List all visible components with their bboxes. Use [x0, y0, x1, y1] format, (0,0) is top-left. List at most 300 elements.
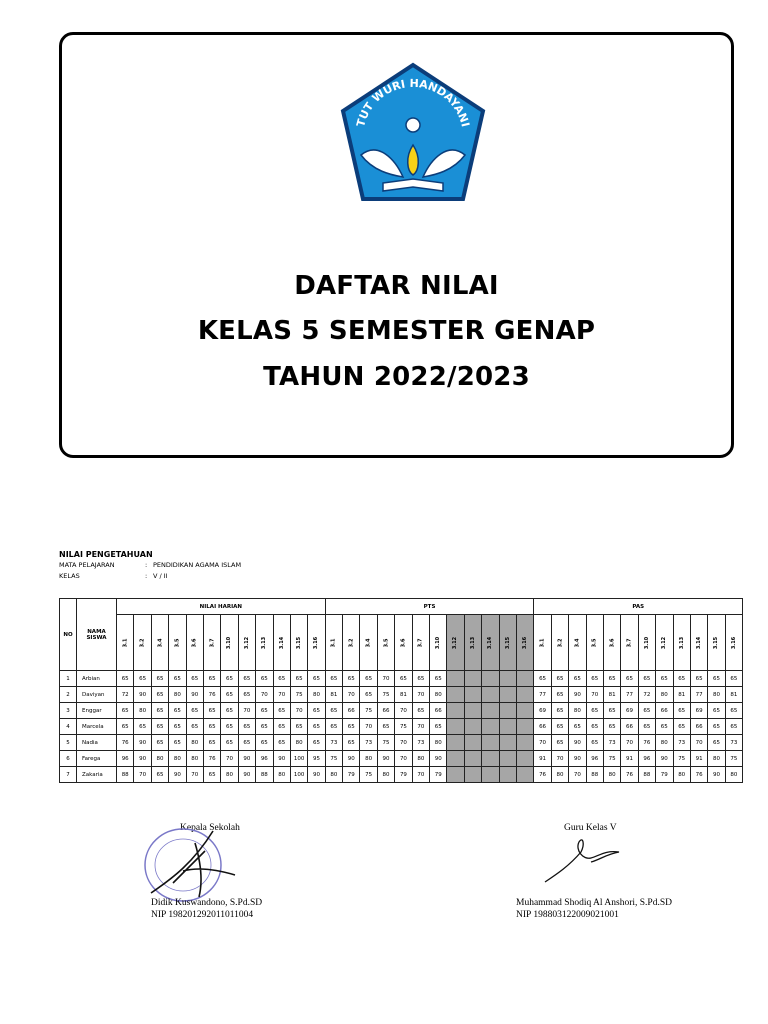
- table-cell: Arbian: [77, 671, 117, 687]
- table-cell: 90: [343, 751, 360, 767]
- table-cell: 65: [569, 671, 586, 687]
- table-cell: [516, 687, 533, 703]
- table-cell: 65: [256, 671, 273, 687]
- subheader-code-label: 3.4: [574, 638, 581, 647]
- subheader-code-label: 3.2: [556, 638, 563, 647]
- table-cell: 79: [395, 767, 412, 783]
- table-cell: 65: [151, 671, 168, 687]
- table-cell: 65: [325, 719, 342, 735]
- table-cell: 80: [273, 767, 290, 783]
- table-cell: 65: [186, 703, 203, 719]
- table-cell: 65: [169, 735, 186, 751]
- table-cell: [516, 703, 533, 719]
- table-cell: 69: [534, 703, 551, 719]
- table-cell: [447, 671, 464, 687]
- class-row: [59, 571, 241, 582]
- table-cell: 70: [134, 767, 151, 783]
- table-cell: 90: [169, 767, 186, 783]
- table-cell: 76: [203, 751, 220, 767]
- subheader-code: [290, 615, 307, 671]
- table-cell: 91: [690, 751, 707, 767]
- table-cell: 65: [603, 719, 620, 735]
- table-cell: 70: [186, 767, 203, 783]
- table-cell: 65: [725, 703, 742, 719]
- table-cell: 70: [412, 719, 429, 735]
- table-cell: 80: [134, 703, 151, 719]
- table-cell: [464, 671, 481, 687]
- subheader-code-label: 3.1: [330, 638, 337, 647]
- table-cell: [516, 735, 533, 751]
- table-cell: 65: [256, 703, 273, 719]
- table-row: [60, 751, 743, 767]
- subject-row: [59, 560, 241, 571]
- table-cell: 73: [412, 735, 429, 751]
- table-cell: 80: [603, 767, 620, 783]
- table-cell: 65: [203, 719, 220, 735]
- teacher-title: Guru Kelas V: [564, 823, 617, 833]
- table-cell: 65: [151, 767, 168, 783]
- table-cell: 75: [360, 703, 377, 719]
- table-row: [60, 671, 743, 687]
- table-cell: 65: [412, 703, 429, 719]
- table-cell: 70: [569, 767, 586, 783]
- svg-text:TUT WURI HANDAYANI: TUT WURI HANDAYANI: [354, 76, 472, 129]
- table-cell: 65: [117, 719, 134, 735]
- subheader-code: [534, 615, 551, 671]
- subheader-code-label: 3.1: [122, 638, 129, 647]
- table-cell: 65: [117, 703, 134, 719]
- table-cell: 75: [360, 767, 377, 783]
- table-cell: 81: [395, 687, 412, 703]
- table-cell: 65: [151, 735, 168, 751]
- table-cell: 80: [430, 735, 447, 751]
- table-cell: [499, 751, 516, 767]
- table-cell: 90: [569, 735, 586, 751]
- subheader-code: [551, 615, 568, 671]
- subheader-code: [377, 615, 394, 671]
- table-cell: 80: [169, 687, 186, 703]
- table-cell: 65: [673, 703, 690, 719]
- teacher-nip: NIP 198803122009021001: [516, 910, 619, 920]
- table-cell: Enggar: [77, 703, 117, 719]
- table-cell: 65: [551, 735, 568, 751]
- table-cell: 70: [690, 735, 707, 751]
- table-cell: 70: [221, 751, 238, 767]
- subheader-code-label: 3.5: [174, 638, 181, 647]
- subheader-code: [151, 615, 168, 671]
- subheader-code: [621, 615, 638, 671]
- subheader-code-label: 3.15: [713, 636, 720, 649]
- table-cell: 65: [169, 719, 186, 735]
- table-cell: 65: [238, 687, 255, 703]
- table-cell: 65: [151, 687, 168, 703]
- header-no: NO: [60, 599, 77, 671]
- table-cell: 79: [430, 767, 447, 783]
- table-cell: 80: [656, 735, 673, 751]
- table-cell: 77: [621, 687, 638, 703]
- table-cell: 65: [360, 687, 377, 703]
- table-cell: 70: [412, 687, 429, 703]
- table-cell: 65: [343, 719, 360, 735]
- subheader-code-label: 3.16: [730, 636, 737, 649]
- table-cell: 77: [690, 687, 707, 703]
- table-cell: 76: [621, 767, 638, 783]
- table-row: [60, 735, 743, 751]
- table-cell: 65: [534, 671, 551, 687]
- table-cell: 5: [60, 735, 77, 751]
- table-cell: 65: [273, 671, 290, 687]
- table-cell: 65: [325, 703, 342, 719]
- subheader-code-label: 3.14: [487, 636, 494, 649]
- table-cell: [464, 751, 481, 767]
- table-cell: 65: [273, 703, 290, 719]
- table-cell: 81: [725, 687, 742, 703]
- subheader-code: [603, 615, 620, 671]
- table-cell: 65: [186, 671, 203, 687]
- table-cell: 90: [308, 767, 325, 783]
- table-cell: 65: [169, 703, 186, 719]
- subheader-code: [725, 615, 742, 671]
- table-cell: 66: [343, 703, 360, 719]
- table-cell: 100: [290, 751, 307, 767]
- table-cell: 80: [377, 767, 394, 783]
- subheader-code: [343, 615, 360, 671]
- table-cell: 90: [377, 751, 394, 767]
- subheader-code: [516, 615, 533, 671]
- table-cell: Daviyan: [77, 687, 117, 703]
- table-cell: 70: [586, 687, 603, 703]
- table-cell: 65: [203, 735, 220, 751]
- subheader-code: [221, 615, 238, 671]
- colon: :: [145, 561, 148, 569]
- subheader-code: [395, 615, 412, 671]
- title-line-3: TAHUN 2022/2023: [263, 362, 530, 392]
- table-cell: [482, 687, 499, 703]
- table-cell: 76: [638, 735, 655, 751]
- table-cell: 65: [708, 703, 725, 719]
- table-cell: 65: [603, 671, 620, 687]
- table-cell: 66: [690, 719, 707, 735]
- table-cell: 75: [673, 751, 690, 767]
- table-cell: [499, 703, 516, 719]
- table-cell: 70: [290, 703, 307, 719]
- table-cell: 65: [238, 671, 255, 687]
- table-cell: 65: [603, 703, 620, 719]
- table-cell: 65: [308, 703, 325, 719]
- table-cell: Farega: [77, 751, 117, 767]
- table-cell: 2: [60, 687, 77, 703]
- table-cell: Zakaria: [77, 767, 117, 783]
- subheader-code: [186, 615, 203, 671]
- header-pas: PAS: [534, 599, 743, 615]
- subheader-code-label: 3.12: [661, 636, 668, 649]
- cover-frame: [59, 32, 734, 458]
- table-cell: 65: [290, 719, 307, 735]
- table-cell: 65: [656, 671, 673, 687]
- table-cell: 96: [256, 751, 273, 767]
- subheader-code: [673, 615, 690, 671]
- subheader-code-label: 3.10: [226, 636, 233, 649]
- table-cell: [447, 719, 464, 735]
- class-value: V / II: [153, 572, 168, 580]
- tut-wuri-handayani-logo: [333, 59, 493, 219]
- table-cell: 80: [656, 687, 673, 703]
- header-nilai-harian: NILAI HARIAN: [117, 599, 326, 615]
- subheader-code-label: 3.6: [609, 638, 616, 647]
- subheader-code: [203, 615, 220, 671]
- table-cell: 81: [603, 687, 620, 703]
- table-row: [60, 703, 743, 719]
- table-row: [60, 767, 743, 783]
- table-cell: 76: [203, 687, 220, 703]
- table-cell: 69: [621, 703, 638, 719]
- subheader-code-label: 3.7: [417, 638, 424, 647]
- group-header-row: [60, 599, 743, 615]
- subheader-code-label: 3.10: [435, 636, 442, 649]
- subheader-code: [708, 615, 725, 671]
- table-cell: 65: [273, 735, 290, 751]
- table-cell: 7: [60, 767, 77, 783]
- subheader-code: [656, 615, 673, 671]
- table-cell: 90: [186, 687, 203, 703]
- table-cell: 65: [238, 735, 255, 751]
- table-cell: 90: [238, 767, 255, 783]
- table-cell: 96: [586, 751, 603, 767]
- table-cell: 70: [551, 751, 568, 767]
- table-cell: 65: [569, 719, 586, 735]
- table-cell: 72: [638, 687, 655, 703]
- table-cell: 65: [621, 671, 638, 687]
- table-cell: 91: [534, 751, 551, 767]
- table-cell: 65: [273, 719, 290, 735]
- subheader-code: [238, 615, 255, 671]
- grades-body: [60, 671, 743, 783]
- table-cell: 80: [673, 767, 690, 783]
- table-cell: 91: [621, 751, 638, 767]
- subheader-code-label: 3.15: [504, 636, 511, 649]
- table-cell: 65: [725, 671, 742, 687]
- table-cell: 65: [638, 719, 655, 735]
- table-cell: [499, 671, 516, 687]
- table-cell: 4: [60, 719, 77, 735]
- subheader-code-label: 3.12: [452, 636, 459, 649]
- table-cell: [482, 671, 499, 687]
- principal-signature-block: [151, 897, 262, 921]
- table-cell: 80: [308, 687, 325, 703]
- table-cell: 65: [638, 671, 655, 687]
- table-cell: 66: [534, 719, 551, 735]
- subheader-code-label: 3.16: [313, 636, 320, 649]
- subheader-code: [412, 615, 429, 671]
- subheader-code-label: 3.13: [678, 636, 685, 649]
- table-cell: 80: [186, 735, 203, 751]
- title-line-1: DAFTAR NILAI: [294, 271, 499, 301]
- subheader-code-label: 3.12: [243, 636, 250, 649]
- table-cell: 65: [134, 719, 151, 735]
- table-cell: 69: [690, 703, 707, 719]
- table-cell: 70: [238, 703, 255, 719]
- table-cell: 88: [638, 767, 655, 783]
- table-cell: [516, 671, 533, 687]
- table-cell: [447, 751, 464, 767]
- table-cell: 6: [60, 751, 77, 767]
- table-cell: 65: [169, 671, 186, 687]
- table-cell: 80: [360, 751, 377, 767]
- subheader-code: [447, 615, 464, 671]
- table-cell: [447, 767, 464, 783]
- table-cell: 90: [134, 735, 151, 751]
- table-cell: 65: [186, 719, 203, 735]
- table-cell: 90: [273, 751, 290, 767]
- table-cell: [499, 735, 516, 751]
- subheader-code-label: 3.2: [139, 638, 146, 647]
- table-cell: 90: [238, 751, 255, 767]
- table-cell: 77: [534, 687, 551, 703]
- subheader-row: [60, 615, 743, 671]
- table-cell: 65: [221, 719, 238, 735]
- table-cell: [447, 687, 464, 703]
- subheader-code: [482, 615, 499, 671]
- title-line-2: KELAS 5 SEMESTER GENAP: [197, 316, 596, 346]
- table-cell: [464, 687, 481, 703]
- table-cell: [499, 687, 516, 703]
- table-cell: 75: [395, 719, 412, 735]
- table-cell: 65: [551, 687, 568, 703]
- subheader-code: [308, 615, 325, 671]
- subheader-code: [169, 615, 186, 671]
- table-cell: 95: [308, 751, 325, 767]
- table-cell: 90: [569, 751, 586, 767]
- table-cell: 65: [343, 735, 360, 751]
- subheader-code-label: 3.15: [296, 636, 303, 649]
- section-heading: NILAI PENGETAHUAN: [59, 550, 153, 559]
- table-cell: [516, 719, 533, 735]
- principal-name: Didik Kuswandono, S.Pd.SD: [151, 898, 263, 908]
- subheader-code-label: 3.2: [348, 638, 355, 647]
- table-cell: 70: [377, 671, 394, 687]
- table-cell: [482, 703, 499, 719]
- table-cell: 65: [551, 671, 568, 687]
- table-cell: 70: [395, 703, 412, 719]
- table-cell: 65: [412, 671, 429, 687]
- subject-label: MATA PELAJARAN: [59, 561, 115, 569]
- table-cell: 90: [430, 751, 447, 767]
- table-cell: 73: [325, 735, 342, 751]
- table-cell: 88: [586, 767, 603, 783]
- table-cell: 70: [621, 735, 638, 751]
- principal-title: Kepala Sekolah: [180, 823, 240, 833]
- table-cell: 65: [117, 671, 134, 687]
- table-cell: 70: [395, 735, 412, 751]
- header-pts: PTS: [325, 599, 534, 615]
- table-cell: 65: [290, 671, 307, 687]
- table-cell: 80: [186, 751, 203, 767]
- table-cell: 75: [377, 735, 394, 751]
- table-cell: 80: [551, 767, 568, 783]
- table-cell: 75: [325, 751, 342, 767]
- table-cell: 100: [290, 767, 307, 783]
- table-cell: 65: [203, 703, 220, 719]
- grades-table: [59, 598, 743, 783]
- subheader-code-label: 3.4: [365, 638, 372, 647]
- table-cell: 76: [534, 767, 551, 783]
- table-cell: 65: [134, 671, 151, 687]
- subheader-code-label: 3.6: [191, 638, 198, 647]
- table-cell: 65: [673, 671, 690, 687]
- table-row: [60, 719, 743, 735]
- subheader-code: [117, 615, 134, 671]
- table-cell: 65: [673, 719, 690, 735]
- table-cell: [516, 767, 533, 783]
- table-cell: 75: [725, 751, 742, 767]
- header-name: NAMA SISWA: [77, 599, 117, 671]
- table-cell: 66: [656, 703, 673, 719]
- table-cell: 80: [221, 767, 238, 783]
- table-cell: [482, 735, 499, 751]
- table-cell: [482, 751, 499, 767]
- table-cell: 70: [343, 687, 360, 703]
- table-cell: 80: [325, 767, 342, 783]
- subheader-code-label: 3.14: [696, 636, 703, 649]
- teacher-signature-block: [516, 897, 672, 921]
- table-cell: 80: [708, 687, 725, 703]
- table-cell: 65: [586, 703, 603, 719]
- table-cell: 70: [412, 767, 429, 783]
- table-cell: 65: [586, 719, 603, 735]
- table-cell: 65: [395, 671, 412, 687]
- table-cell: 70: [395, 751, 412, 767]
- table-cell: 65: [221, 687, 238, 703]
- table-cell: 65: [586, 671, 603, 687]
- table-cell: 65: [551, 703, 568, 719]
- table-cell: 65: [221, 735, 238, 751]
- table-cell: 80: [290, 735, 307, 751]
- table-cell: 65: [221, 671, 238, 687]
- subheader-code-label: 3.7: [209, 638, 216, 647]
- table-cell: 73: [673, 735, 690, 751]
- subheader-code: [273, 615, 290, 671]
- table-cell: 1: [60, 671, 77, 687]
- subheader-code: [430, 615, 447, 671]
- subheader-code-label: 3.10: [643, 636, 650, 649]
- table-cell: [447, 735, 464, 751]
- table-cell: 76: [117, 735, 134, 751]
- table-cell: 65: [690, 671, 707, 687]
- table-cell: 80: [708, 751, 725, 767]
- table-cell: 81: [325, 687, 342, 703]
- subheader-code: [134, 615, 151, 671]
- table-cell: 72: [117, 687, 134, 703]
- table-cell: 65: [256, 735, 273, 751]
- table-cell: [464, 735, 481, 751]
- table-cell: 65: [708, 719, 725, 735]
- subheader-code-label: 3.16: [522, 636, 529, 649]
- table-cell: [499, 719, 516, 735]
- table-cell: 65: [151, 703, 168, 719]
- grade-meta: [59, 549, 241, 582]
- table-cell: 80: [569, 703, 586, 719]
- subheader-code-label: 3.13: [261, 636, 268, 649]
- table-cell: 70: [360, 719, 377, 735]
- table-cell: Marcela: [77, 719, 117, 735]
- table-cell: 75: [603, 751, 620, 767]
- table-cell: 65: [308, 735, 325, 751]
- table-cell: 81: [673, 687, 690, 703]
- table-cell: 65: [203, 671, 220, 687]
- table-cell: 70: [256, 687, 273, 703]
- table-cell: 65: [308, 671, 325, 687]
- table-cell: 66: [377, 703, 394, 719]
